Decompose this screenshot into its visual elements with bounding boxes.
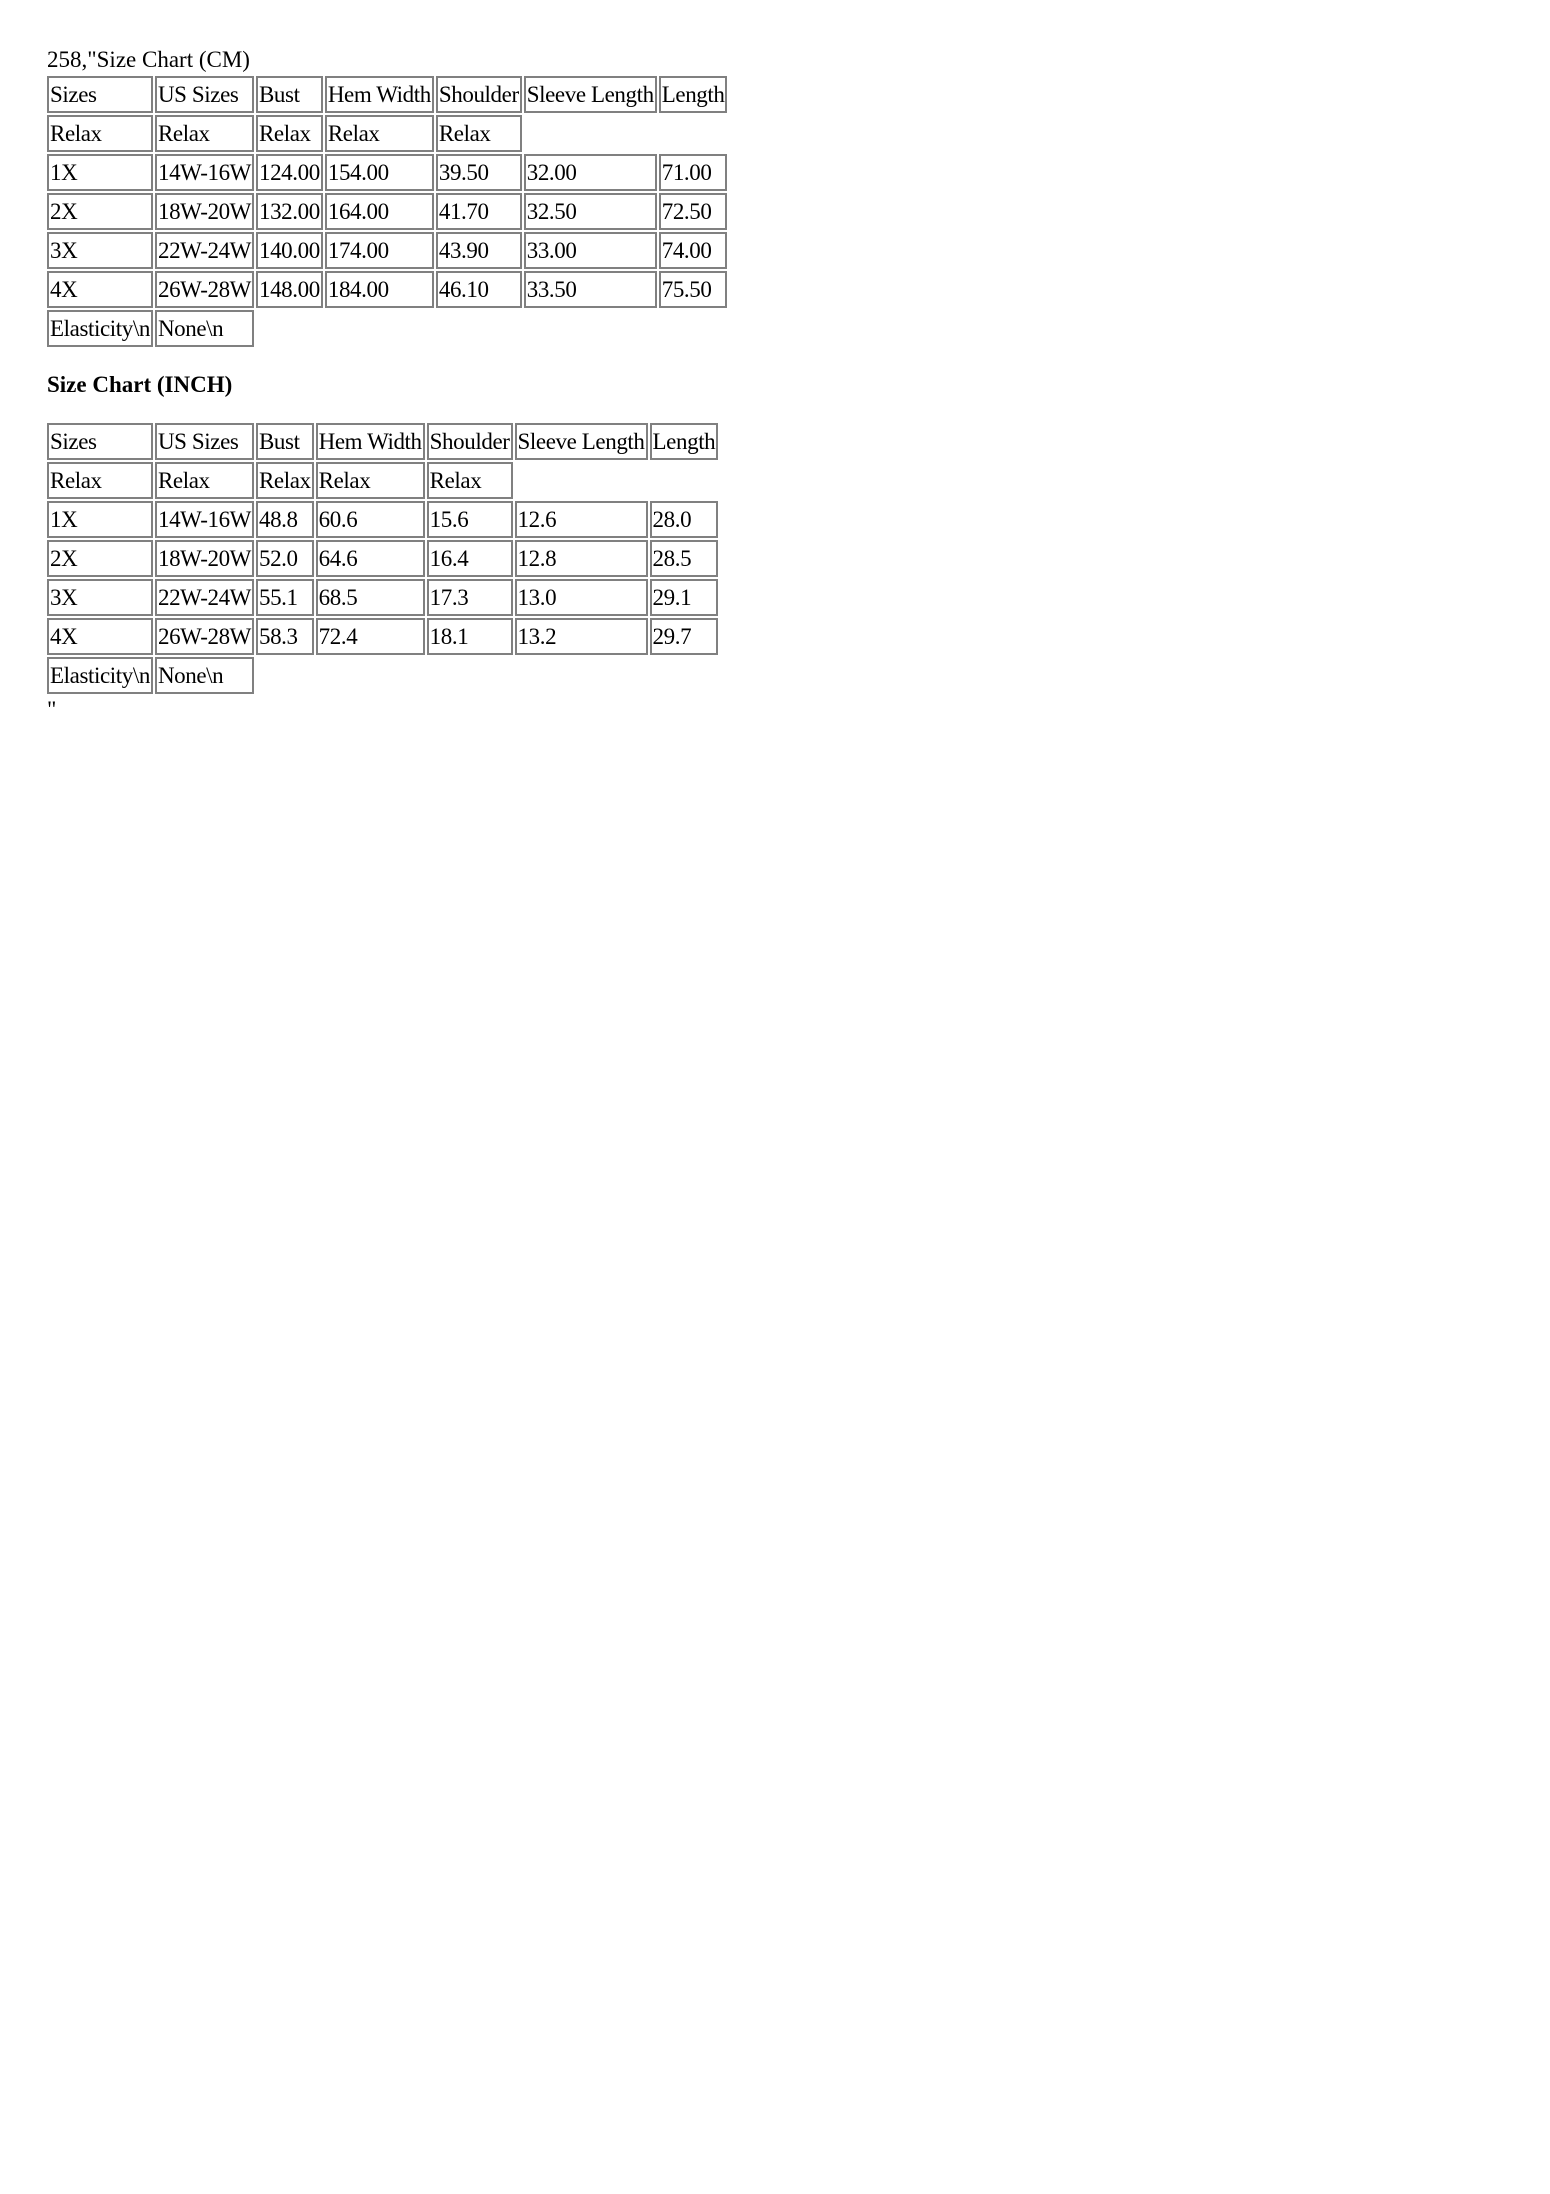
size-chart-cm-table — [45, 74, 729, 349]
table-elasticity-row — [47, 657, 718, 694]
table-cell: 16.4 — [427, 540, 513, 577]
table-cell: 28.5 — [650, 540, 719, 577]
table-cell: 13.0 — [515, 579, 648, 616]
header-cell-shoulder: Shoulder — [436, 76, 522, 113]
header-cell-us-sizes: US Sizes — [155, 423, 254, 460]
closing-quote: " — [47, 697, 57, 722]
table-cell: 26W-28W — [155, 271, 254, 308]
table-row — [47, 540, 718, 577]
fit-cell: Relax — [427, 462, 513, 499]
table-cell: 72.50 — [659, 193, 728, 230]
table-cell: 18W-20W — [155, 193, 254, 230]
table-cell: 13.2 — [515, 618, 648, 655]
table-cell: 18.1 — [427, 618, 513, 655]
table-cell: 14W-16W — [155, 501, 254, 538]
elasticity-label-cell: Elasticity\n — [47, 310, 153, 347]
table-cell: 26W-28W — [155, 618, 254, 655]
document-prefix-line: 258,"Size Chart (CM) — [47, 47, 250, 72]
fit-cell: Relax — [155, 115, 254, 152]
elasticity-label-cell: Elasticity\n — [47, 657, 153, 694]
header-cell-sleeve-length: Sleeve Length — [524, 76, 657, 113]
table-cell: 154.00 — [325, 154, 434, 191]
table-cell: 71.00 — [659, 154, 728, 191]
table-cell: 39.50 — [436, 154, 522, 191]
table-cell: 14W-16W — [155, 154, 254, 191]
table-cell: 1X — [47, 501, 153, 538]
table-cell: 17.3 — [427, 579, 513, 616]
table-cell: 41.70 — [436, 193, 522, 230]
header-cell-bust: Bust — [256, 423, 314, 460]
table-cell: 75.50 — [659, 271, 728, 308]
header-cell-sleeve-length: Sleeve Length — [515, 423, 648, 460]
table-cell: 68.5 — [316, 579, 425, 616]
header-cell-length: Length — [650, 423, 719, 460]
table-row — [47, 154, 727, 191]
table-cell: 48.8 — [256, 501, 314, 538]
fit-cell: Relax — [436, 115, 522, 152]
table-cell: 32.50 — [524, 193, 657, 230]
table-cell: 33.50 — [524, 271, 657, 308]
table-cell: 164.00 — [325, 193, 434, 230]
table-cell: 184.00 — [325, 271, 434, 308]
table-cell: 132.00 — [256, 193, 323, 230]
table-cell: 43.90 — [436, 232, 522, 269]
table-cell: 3X — [47, 232, 153, 269]
fit-cell: Relax — [316, 462, 425, 499]
header-cell-sizes: Sizes — [47, 76, 153, 113]
table-row — [47, 271, 727, 308]
table-cell: 60.6 — [316, 501, 425, 538]
table-row — [47, 232, 727, 269]
table-row — [47, 193, 727, 230]
table-cell: 32.00 — [524, 154, 657, 191]
size-chart-inch-table — [45, 421, 720, 696]
table-cell: 55.1 — [256, 579, 314, 616]
inch-chart-heading: Size Chart (INCH) — [47, 372, 233, 397]
table-cell: 148.00 — [256, 271, 323, 308]
header-cell-us-sizes: US Sizes — [155, 76, 254, 113]
table-cell: 33.00 — [524, 232, 657, 269]
table-cell: 72.4 — [316, 618, 425, 655]
table-cell: 15.6 — [427, 501, 513, 538]
table-cell: 1X — [47, 154, 153, 191]
table-fit-row — [47, 462, 718, 499]
fit-cell: Relax — [47, 115, 153, 152]
table-cell: 22W-24W — [155, 232, 254, 269]
fit-cell: Relax — [47, 462, 153, 499]
table-cell: 64.6 — [316, 540, 425, 577]
table-fit-row — [47, 115, 727, 152]
table-cell: 2X — [47, 193, 153, 230]
table-cell: 3X — [47, 579, 153, 616]
table-row — [47, 579, 718, 616]
header-cell-bust: Bust — [256, 76, 323, 113]
fit-cell: Relax — [325, 115, 434, 152]
header-cell-hem-width: Hem Width — [325, 76, 434, 113]
table-cell: 12.6 — [515, 501, 648, 538]
table-header-row — [47, 76, 727, 113]
table-cell: 140.00 — [256, 232, 323, 269]
table-cell: 29.7 — [650, 618, 719, 655]
table-cell: 174.00 — [325, 232, 434, 269]
table-cell: 28.0 — [650, 501, 719, 538]
header-cell-hem-width: Hem Width — [316, 423, 425, 460]
fit-cell: Relax — [155, 462, 254, 499]
table-cell: 2X — [47, 540, 153, 577]
elasticity-value-cell: None\n — [155, 657, 254, 694]
table-cell: 58.3 — [256, 618, 314, 655]
header-cell-shoulder: Shoulder — [427, 423, 513, 460]
table-cell: 12.8 — [515, 540, 648, 577]
table-cell: 52.0 — [256, 540, 314, 577]
table-cell: 124.00 — [256, 154, 323, 191]
table-header-row — [47, 423, 718, 460]
document-page — [47, 46, 729, 724]
header-cell-length: Length — [659, 76, 728, 113]
table-cell: 29.1 — [650, 579, 719, 616]
table-cell: 4X — [47, 271, 153, 308]
table-cell: 18W-20W — [155, 540, 254, 577]
table-row — [47, 618, 718, 655]
table-cell: 46.10 — [436, 271, 522, 308]
elasticity-value-cell: None\n — [155, 310, 254, 347]
table-elasticity-row — [47, 310, 727, 347]
table-cell: 22W-24W — [155, 579, 254, 616]
fit-cell: Relax — [256, 115, 323, 152]
table-cell: 4X — [47, 618, 153, 655]
header-cell-sizes: Sizes — [47, 423, 153, 460]
table-row — [47, 501, 718, 538]
fit-cell: Relax — [256, 462, 314, 499]
table-cell: 74.00 — [659, 232, 728, 269]
